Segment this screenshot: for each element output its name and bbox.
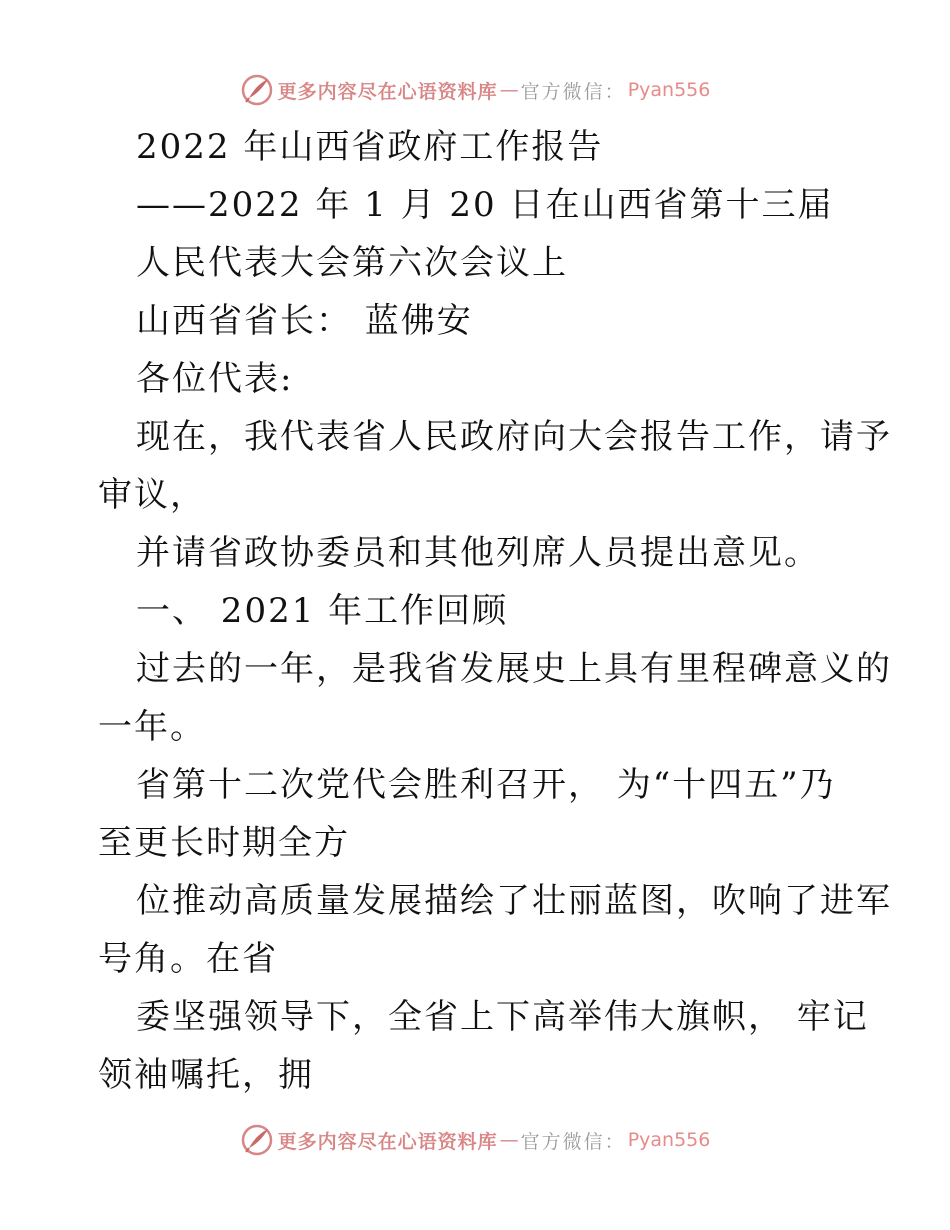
header-watermark — [0, 70, 950, 110]
paragraph-line: 省第十二次党代会胜利召开， 为“十四五”乃 — [136, 765, 836, 805]
watermark-label: 官方微信： — [520, 1130, 626, 1153]
feather-pen-logo-icon — [240, 1123, 274, 1157]
paragraph-line: 委坚强领导下，全省上下高举伟大旗帜， 牢记 — [136, 997, 869, 1037]
document-salutation: 各位代表: — [136, 359, 294, 399]
watermark-id: Pyan556 — [627, 1129, 711, 1151]
paragraph-line: 一年。 — [98, 707, 206, 747]
document-title: 2022 年山西省政府工作报告 — [136, 127, 604, 167]
watermark-text: 更多内容尽在心语资料库 — [277, 80, 498, 103]
feather-pen-logo-icon — [240, 73, 274, 107]
document-author: 山西省省长： 蓝佛安 — [136, 301, 473, 341]
paragraph-line: 审议， — [98, 475, 206, 515]
paragraph-line: 至更长时期全方 — [98, 823, 350, 863]
watermark-dash: — — [499, 1129, 519, 1151]
footer-watermark — [0, 1120, 950, 1160]
paragraph-line: 现在，我代表省人民政府向大会报告工作，请予 — [136, 417, 892, 457]
paragraph-line: 并请省政协委员和其他列席人员提出意见。 — [136, 533, 820, 573]
watermark-label: 官方微信： — [520, 80, 626, 103]
section-heading: 一、 2021 年工作回顾 — [136, 591, 509, 631]
watermark-text: 更多内容尽在心语资料库 — [277, 1130, 498, 1153]
paragraph-line: 位推动高质量发展描绘了壮丽蓝图，吹响了进军 — [136, 881, 892, 921]
paragraph-line: 过去的一年，是我省发展史上具有里程碑意义的 — [136, 649, 892, 689]
document-subtitle: ——2022 年 1 月 20 日在山西省第十三届 — [136, 185, 834, 225]
paragraph-line: 领袖嘱托，拥 — [98, 1055, 314, 1095]
watermark-id: Pyan556 — [627, 79, 711, 101]
watermark-dash: — — [499, 79, 519, 101]
document-subtitle-cont: 人民代表大会第六次会议上 — [136, 243, 568, 283]
paragraph-line: 号角。在省 — [98, 939, 278, 979]
